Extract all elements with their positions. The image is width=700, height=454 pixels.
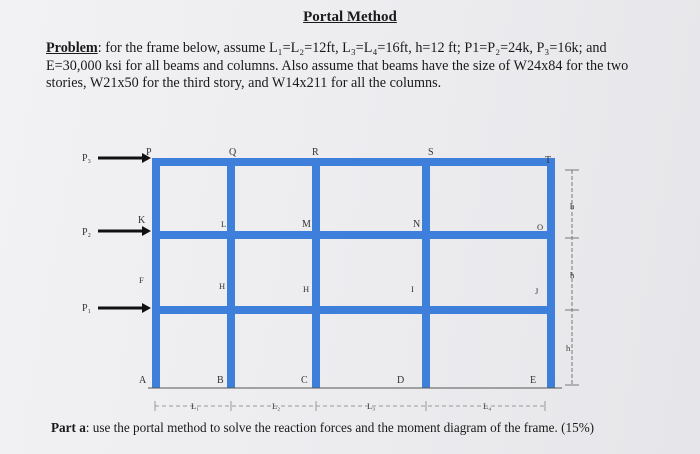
frame-members	[152, 158, 555, 388]
load-arrows	[98, 153, 151, 313]
load-label-p1: P₁	[82, 303, 92, 314]
column-e	[547, 160, 555, 388]
node-label-s: S	[428, 147, 434, 158]
height-label-top: h	[570, 201, 575, 211]
node-label-h1: H	[219, 281, 226, 291]
span-label-l4: L₄	[483, 401, 492, 411]
part-a-text: : use the portal method to solve the reaction forces and the moment diagram of the frame. (15%)	[85, 420, 595, 435]
node-label-m: M	[302, 219, 311, 230]
span-label-l3: L₃	[367, 401, 376, 411]
beam-second-story	[152, 231, 555, 239]
load-arrowhead-p2	[142, 226, 151, 236]
span-label-l2: L₂	[272, 401, 281, 411]
height-label-mid: h	[570, 270, 575, 280]
part-a-statement	[51, 420, 641, 435]
node-label-k: K	[138, 215, 146, 226]
problem-label: Problem	[46, 40, 98, 56]
title-text: Portal Method	[303, 9, 397, 25]
column-c	[312, 160, 320, 388]
node-label-e: E	[530, 375, 537, 386]
problem-text: : for the frame below, assume L₁=L₂=12ft, L₃=L₄=16ft, h=12 ft; P1=P₂=24k, P₃=16k; and E=30,000 ksi for all beams and columns. Also assume that beams have the size of W24x84 for the two stories, W21x50 for the third story, and W14x211 for all the columns.	[46, 40, 629, 92]
column-b	[227, 160, 235, 388]
load-label-p3: P₃	[82, 153, 92, 164]
node-label-j: J	[535, 286, 539, 296]
node-label-t: T	[545, 155, 552, 166]
node-label-a: A	[139, 375, 147, 386]
node-label-p: P	[146, 147, 152, 158]
node-label-d: D	[397, 375, 405, 386]
node-label-o: O	[537, 222, 544, 232]
node-label-f: F	[139, 275, 144, 285]
node-label-r: R	[312, 147, 319, 158]
load-label-p2: P₂	[82, 227, 92, 238]
beam-first-story	[152, 306, 555, 314]
node-label-i: I	[411, 284, 414, 294]
node-label-n: N	[413, 219, 421, 230]
node-label-c: C	[301, 375, 308, 386]
part-a-label: Part a	[51, 420, 86, 435]
beam-third-story	[152, 158, 555, 166]
node-label-l: L	[221, 219, 227, 229]
node-label-h2: H	[303, 284, 310, 294]
column-d	[422, 160, 430, 388]
node-label-q: Q	[229, 147, 237, 158]
column-a	[152, 160, 160, 388]
span-label-l1: L₁	[191, 401, 200, 411]
node-label-b: B	[217, 375, 224, 386]
height-label-bottom: h	[566, 343, 571, 353]
load-arrowhead-p1	[142, 303, 151, 313]
